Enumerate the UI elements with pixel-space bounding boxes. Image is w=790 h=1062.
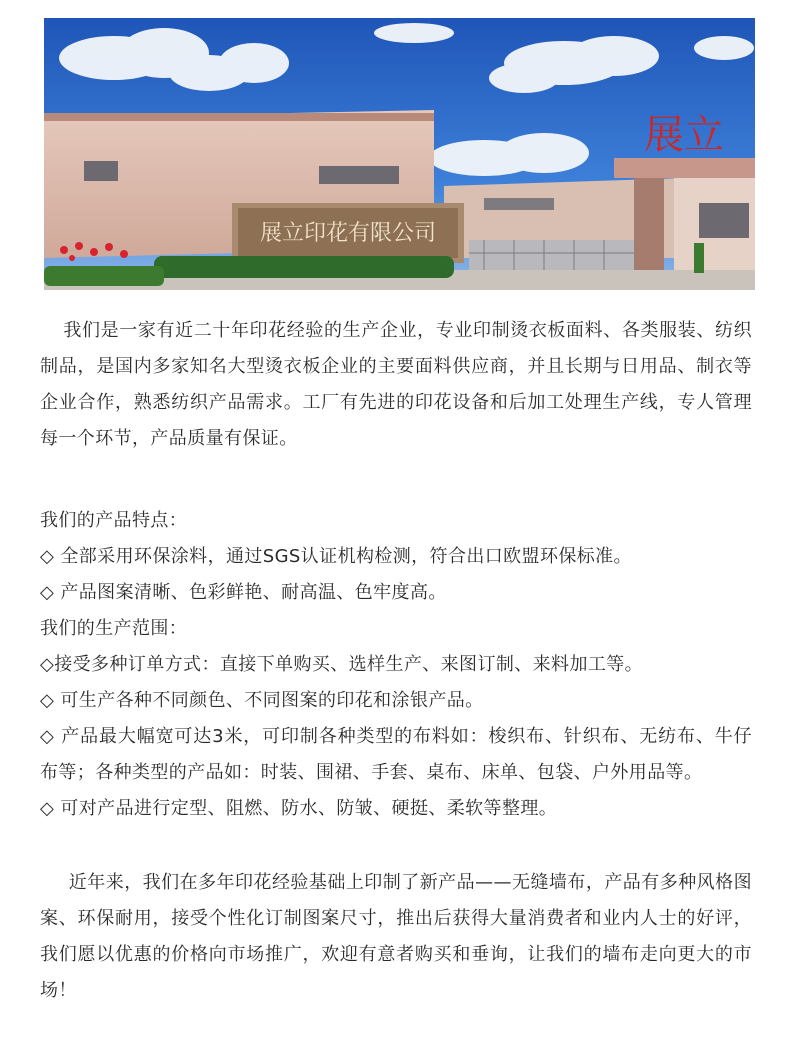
scope-item: ◇ 产品最大幅宽可达3米，可印制各种类型的布料如：梭织布、针织布、无纺布、牛仔布等；各种类型的产品如：时装、围裙、手套、桌布、床单、包袋、户外用品等。: [40, 726, 752, 783]
features-heading: 我们的产品特点：: [40, 510, 188, 531]
factory-photo: [44, 18, 755, 290]
intro-paragraph: 我们是一家有近二十年印花经验的生产企业，专业印制烫衣板面料、各类服装、纺织制品，是国内多家知名大型烫衣板企业的主要面料供应商，并且长期与日用品、制衣等企业合作，熟悉纺织产品需求。工厂有先进的印花设备和后加工处理生产线，专人管理每一个环节，产品质量有保证。: [40, 320, 752, 449]
feature-item: ◇ 产品图案清晰、色彩鲜艳、耐高温、色牢度高。: [40, 582, 447, 603]
feature-item: ◇ 全部采用环保涂料，通过SGS认证机构检测，符合出口欧盟环保标准。: [40, 546, 632, 567]
company-sign: 展立印花有限公司: [259, 221, 437, 246]
factory-illustration: [44, 18, 755, 290]
rooftop-logo: 展立: [644, 112, 724, 158]
scope-heading: 我们的生产范围：: [40, 618, 188, 639]
scope-item: ◇ 可对产品进行定型、阻燃、防水、防皱、硬挺、柔软等整理。: [40, 798, 558, 819]
scope-item: ◇接受多种订单方式：直接下单购买、选样生产、来图订制、来料加工等。: [40, 654, 644, 675]
company-description: [40, 313, 752, 1009]
closing-paragraph: 近年来，我们在多年印花经验基础上印制了新产品——无缝墙布，产品有多种风格图案、环保耐用，接受个性化订制图案尺寸，推出后获得大量消费者和业内人士的好评，我们愿以优惠的价格向市场推广，欢迎有意者购买和垂询，让我们的墙布走向更大的市场！: [40, 872, 752, 1001]
scope-item: ◇ 可生产各种不同颜色、不同图案的印花和涂银产品。: [40, 690, 484, 711]
